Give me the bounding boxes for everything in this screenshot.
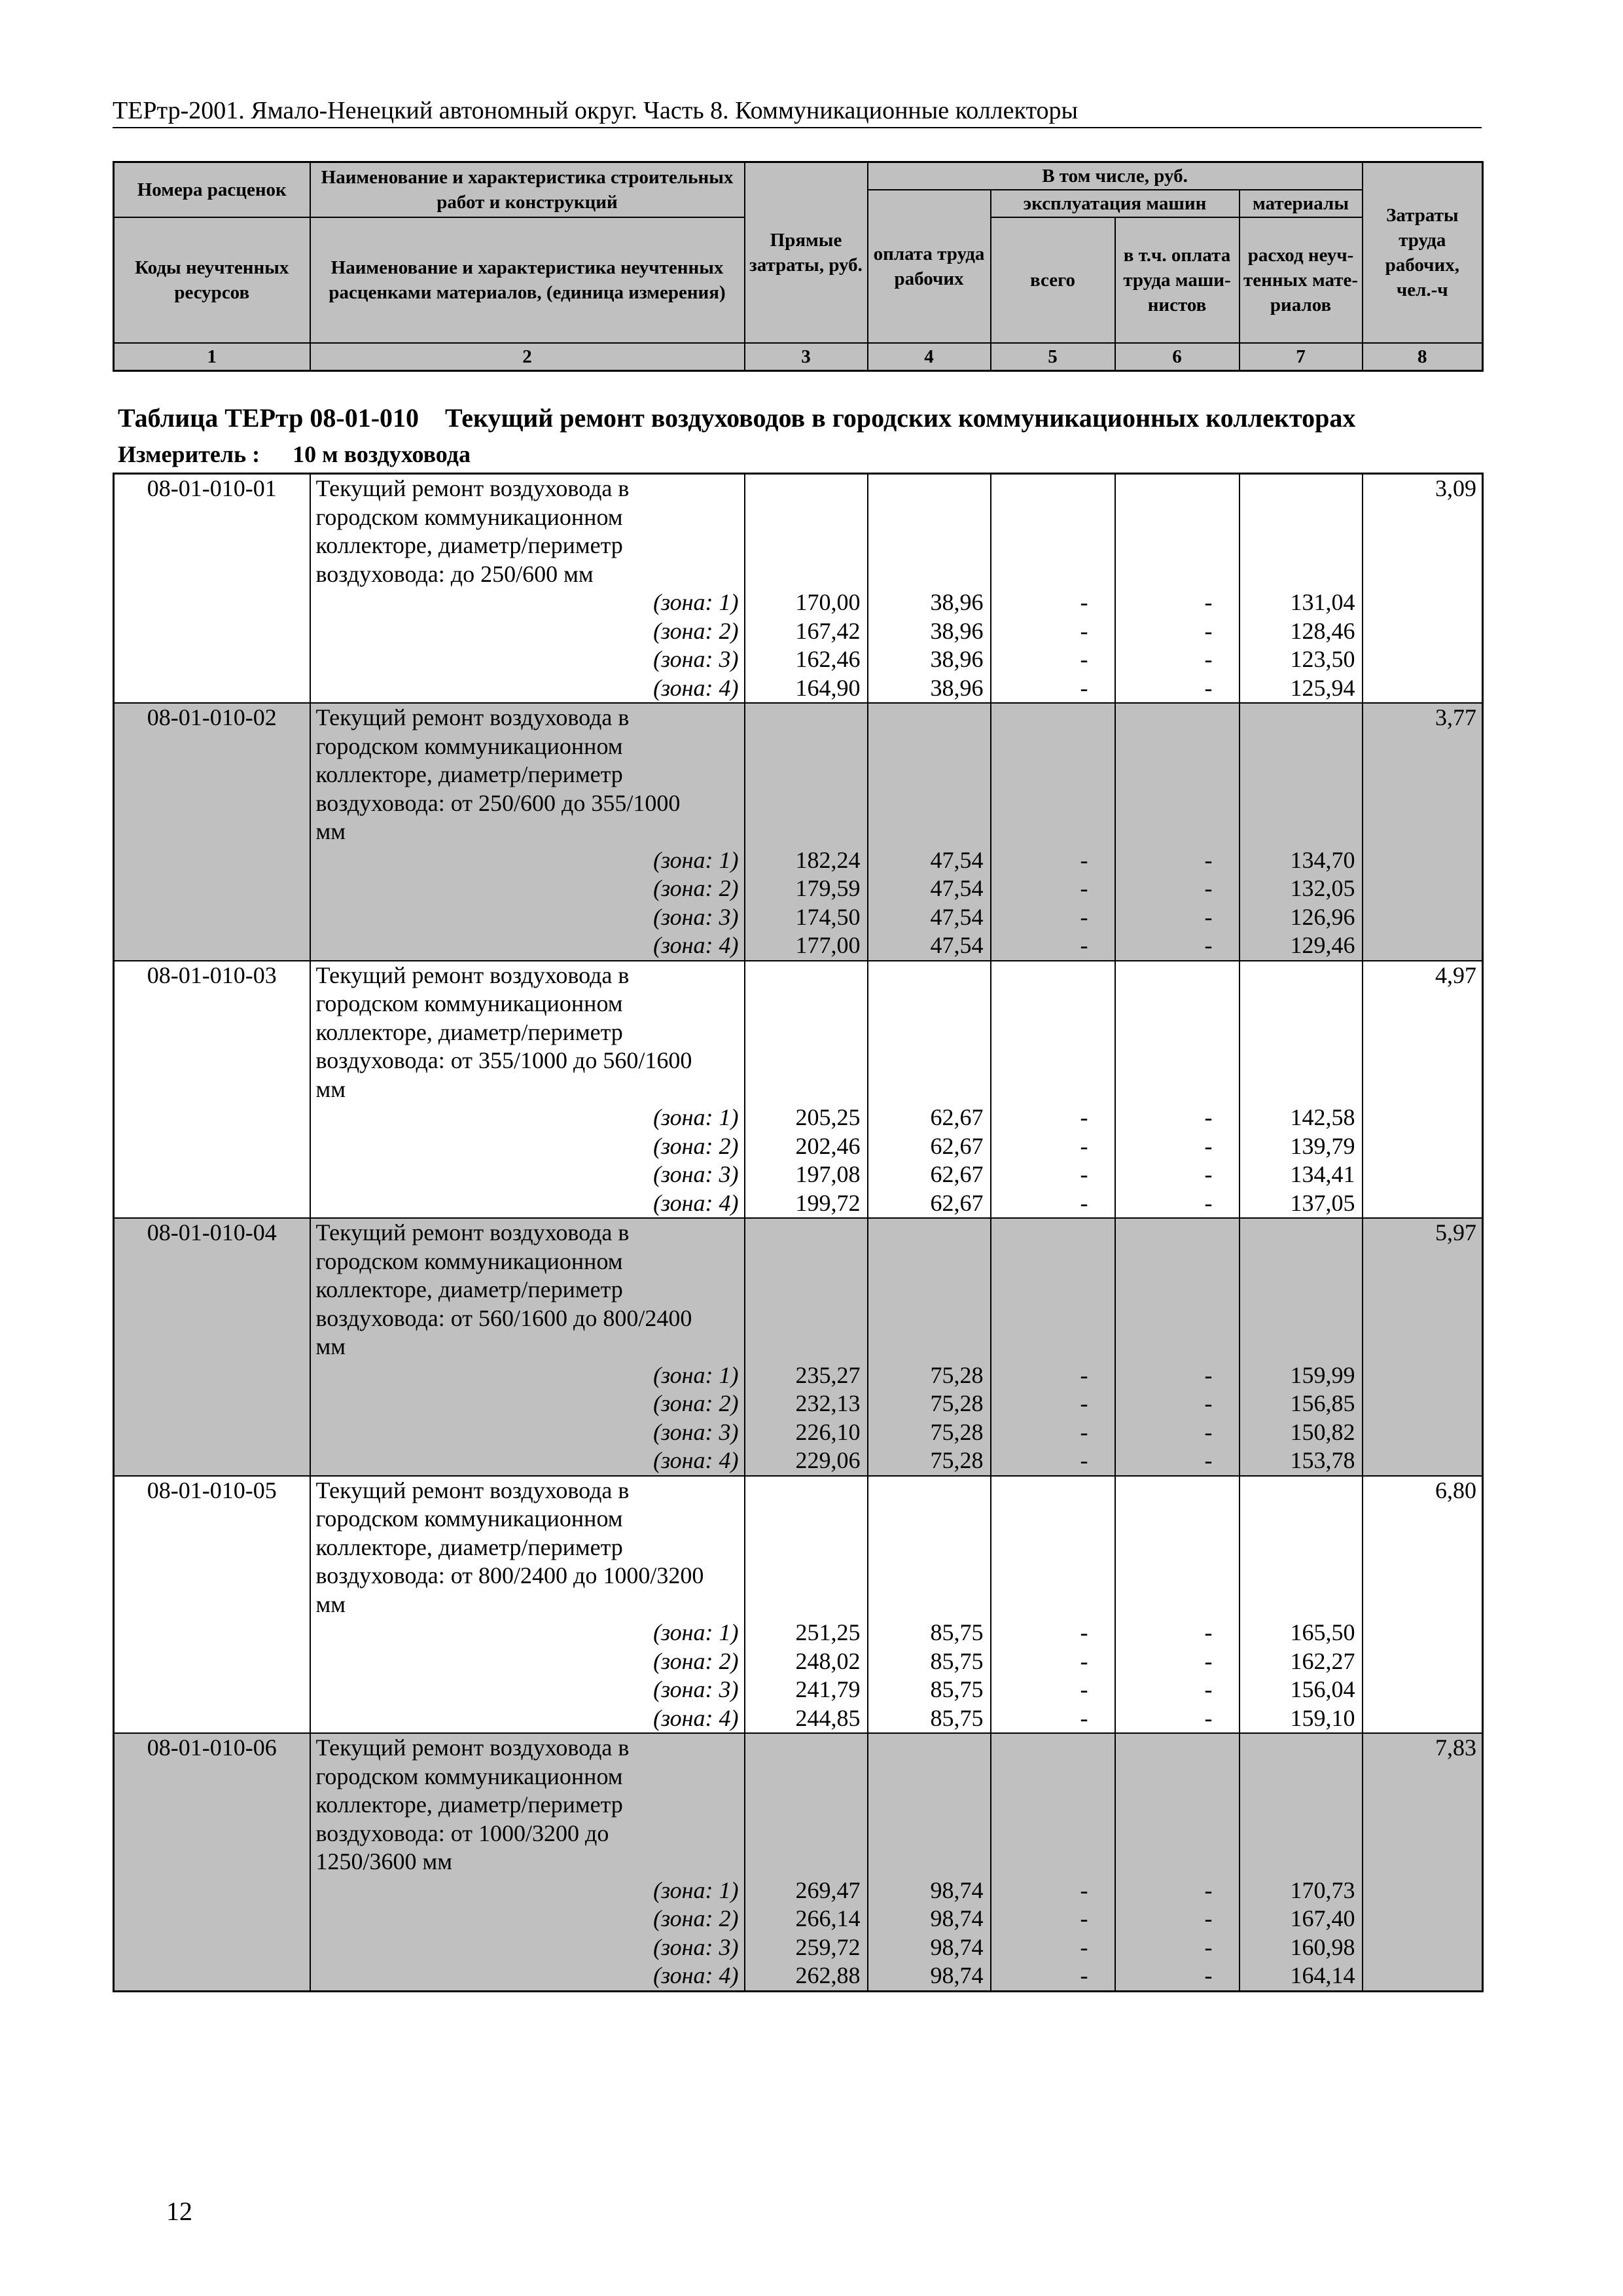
rate-code: 08-01-010-05: [114, 1476, 310, 1734]
worker-wages: 85,75: [868, 1676, 991, 1704]
materials-cost: 159,99: [1240, 1361, 1363, 1390]
zone-row: [114, 874, 1483, 903]
rate-description-line: Текущий ремонт воздуховода в: [315, 1219, 630, 1246]
zone-label: (зона: 4): [310, 1446, 745, 1476]
header-labor-costs: Затраты труда рабочих, чел.-ч: [1363, 162, 1483, 344]
rate-description-line: мм: [315, 1333, 346, 1359]
zone-row: [114, 846, 1483, 875]
empty-cell: [991, 961, 1115, 1104]
header-direct-costs: Прямые затраты, руб.: [745, 162, 868, 344]
machines-total: -: [991, 1647, 1115, 1676]
rate-description-line: коллекторе, диаметр/периметр: [315, 532, 623, 558]
rates-table: [113, 473, 1484, 1992]
direct-cost: 177,00: [745, 931, 868, 961]
rate-description-line: мм: [315, 1590, 346, 1617]
empty-cell: [868, 474, 991, 589]
direct-cost: 259,72: [745, 1933, 868, 1962]
rate-description-line: городском коммуникационном: [315, 1505, 623, 1532]
header-column-number: 4: [868, 343, 991, 371]
header-resource-codes: Коды неучтенных ресурсов: [114, 217, 310, 343]
machinist-wages: -: [1115, 846, 1240, 875]
direct-cost: 248,02: [745, 1647, 868, 1676]
machines-total: -: [991, 1390, 1115, 1418]
materials-cost: 128,46: [1240, 617, 1363, 646]
machinist-wages: -: [1115, 1189, 1240, 1219]
meter: [118, 440, 471, 469]
materials-cost: 139,79: [1240, 1132, 1363, 1161]
zone-row: [114, 1103, 1483, 1132]
materials-cost: 167,40: [1240, 1905, 1363, 1933]
materials-cost: 137,05: [1240, 1189, 1363, 1219]
machines-total: -: [991, 1933, 1115, 1962]
rate-description-line: воздуховода: до 250/600 мм: [315, 560, 594, 587]
rate-description-line: Текущий ремонт воздуховода в: [315, 961, 630, 988]
zone-label: (зона: 1): [310, 1361, 745, 1390]
rate-description-line: городском коммуникационном: [315, 1763, 623, 1789]
empty-cell: [1115, 1733, 1240, 1876]
machinist-wages: -: [1115, 903, 1240, 932]
direct-cost: 205,25: [745, 1103, 868, 1132]
zone-label: (зона: 1): [310, 1619, 745, 1647]
worker-wages: 47,54: [868, 846, 991, 875]
direct-cost: 229,06: [745, 1446, 868, 1476]
machinist-wages: -: [1115, 1676, 1240, 1704]
labor-cost: 4,97: [1363, 961, 1483, 1219]
rate-description: [310, 474, 745, 589]
machinist-wages: -: [1115, 674, 1240, 704]
zone-row: [114, 1160, 1483, 1189]
machines-total: -: [991, 931, 1115, 961]
zone-row: [114, 931, 1483, 961]
direct-cost: 262,88: [745, 1962, 868, 1991]
zone-label: (зона: 2): [310, 1647, 745, 1676]
materials-cost: 131,04: [1240, 588, 1363, 617]
rate-description-line: мм: [315, 818, 346, 844]
header-column-number: 1: [114, 343, 310, 371]
zone-label: (зона: 4): [310, 1962, 745, 1991]
zone-label: (зона: 2): [310, 1390, 745, 1418]
header-materials-usage: расход неуч-тенных мате-риалов: [1240, 217, 1363, 343]
labor-cost: 5,97: [1363, 1218, 1483, 1476]
materials-cost: 126,96: [1240, 903, 1363, 932]
header-machinist-wages: в т.ч. оплата труда маши-нистов: [1115, 217, 1240, 343]
rate-row: [114, 1733, 1483, 1876]
zone-label: (зона: 3): [310, 1676, 745, 1704]
worker-wages: 85,75: [868, 1647, 991, 1676]
rate-code: 08-01-010-03: [114, 961, 310, 1219]
machinist-wages: -: [1115, 1132, 1240, 1161]
meter-label: Измеритель :: [118, 441, 260, 467]
materials-cost: 134,70: [1240, 846, 1363, 875]
machines-total: -: [991, 1704, 1115, 1734]
zone-label: (зона: 3): [310, 1160, 745, 1189]
empty-cell: [1115, 1218, 1240, 1361]
materials-cost: 125,94: [1240, 674, 1363, 704]
materials-cost: 132,05: [1240, 874, 1363, 903]
zone-row: [114, 617, 1483, 646]
rate-description-line: мм: [315, 1075, 346, 1102]
materials-cost: 165,50: [1240, 1619, 1363, 1647]
worker-wages: 75,28: [868, 1361, 991, 1390]
zone-row: [114, 588, 1483, 617]
direct-cost: 251,25: [745, 1619, 868, 1647]
worker-wages: 85,75: [868, 1619, 991, 1647]
materials-cost: 134,41: [1240, 1160, 1363, 1189]
materials-cost: 129,46: [1240, 931, 1363, 961]
zone-label: (зона: 3): [310, 1418, 745, 1447]
zone-label: (зона: 4): [310, 674, 745, 704]
rate-description-line: воздуховода: от 560/1600 до 800/2400: [315, 1304, 692, 1331]
empty-cell: [991, 1218, 1115, 1361]
materials-cost: 156,04: [1240, 1676, 1363, 1704]
page-number: 12: [166, 2197, 192, 2226]
zone-row: [114, 1418, 1483, 1447]
header-column-number: 8: [1363, 343, 1483, 371]
worker-wages: 38,96: [868, 674, 991, 704]
header-including: В том числе, руб.: [868, 162, 1363, 190]
empty-cell: [745, 474, 868, 589]
rate-description-line: городском коммуникационном: [315, 990, 623, 1016]
zone-label: (зона: 3): [310, 903, 745, 932]
direct-cost: 170,00: [745, 588, 868, 617]
rate-description-line: коллекторе, диаметр/периметр: [315, 1791, 623, 1818]
empty-cell: [1240, 703, 1363, 846]
machines-total: -: [991, 674, 1115, 704]
worker-wages: 47,54: [868, 931, 991, 961]
machinist-wages: -: [1115, 874, 1240, 903]
worker-wages: 62,67: [868, 1132, 991, 1161]
empty-cell: [1240, 961, 1363, 1104]
empty-cell: [868, 1733, 991, 1876]
rate-description: [310, 1218, 745, 1361]
machinist-wages: -: [1115, 1876, 1240, 1905]
zone-row: [114, 1933, 1483, 1962]
zone-row: [114, 1619, 1483, 1647]
empty-cell: [868, 703, 991, 846]
header-column-number: 3: [745, 343, 868, 371]
machines-total: -: [991, 1962, 1115, 1991]
worker-wages: 75,28: [868, 1390, 991, 1418]
machinist-wages: -: [1115, 931, 1240, 961]
rate-description-line: городском коммуникационном: [315, 732, 623, 759]
worker-wages: 98,74: [868, 1876, 991, 1905]
rate-description: [310, 1476, 745, 1619]
labor-cost: 7,83: [1363, 1733, 1483, 1991]
zone-row: [114, 1647, 1483, 1676]
machinist-wages: -: [1115, 1905, 1240, 1933]
machines-total: -: [991, 846, 1115, 875]
machinist-wages: -: [1115, 1390, 1240, 1418]
machines-total: -: [991, 1418, 1115, 1447]
worker-wages: 75,28: [868, 1418, 991, 1447]
labor-cost: 3,09: [1363, 474, 1483, 704]
worker-wages: 98,74: [868, 1905, 991, 1933]
labor-cost: 6,80: [1363, 1476, 1483, 1734]
rate-description-line: воздуховода: от 800/2400 до 1000/3200: [315, 1562, 704, 1588]
empty-cell: [991, 1476, 1115, 1619]
meter-value: 10 м воздуховода: [293, 441, 471, 467]
direct-cost: 232,13: [745, 1390, 868, 1418]
direct-cost: 167,42: [745, 617, 868, 646]
materials-cost: 156,85: [1240, 1390, 1363, 1418]
zone-label: (зона: 1): [310, 588, 745, 617]
rate-description-line: коллекторе, диаметр/периметр: [315, 1534, 623, 1560]
empty-cell: [745, 1218, 868, 1361]
zone-label: (зона: 4): [310, 1189, 745, 1219]
zone-row: [114, 1676, 1483, 1704]
machinist-wages: -: [1115, 1704, 1240, 1734]
zone-label: (зона: 2): [310, 1905, 745, 1933]
machines-total: -: [991, 1619, 1115, 1647]
page-header: ТЕРтр-2001. Ямало-Ненецкий автономный округ. Часть 8. Коммуникационные коллекторы: [113, 96, 1482, 128]
worker-wages: 62,67: [868, 1160, 991, 1189]
empty-cell: [868, 961, 991, 1104]
direct-cost: 174,50: [745, 903, 868, 932]
zone-row: [114, 1189, 1483, 1219]
rate-code: 08-01-010-02: [114, 703, 310, 961]
rate-description: [310, 1733, 745, 1876]
zone-label: (зона: 1): [310, 846, 745, 875]
rate-code: 08-01-010-01: [114, 474, 310, 704]
zone-label: (зона: 1): [310, 1876, 745, 1905]
empty-cell: [1115, 703, 1240, 846]
header-column-number: 2: [310, 343, 745, 371]
empty-cell: [991, 1733, 1115, 1876]
direct-cost: 182,24: [745, 846, 868, 875]
materials-cost: 150,82: [1240, 1418, 1363, 1447]
materials-cost: 164,14: [1240, 1962, 1363, 1991]
rate-description-line: городском коммуникационном: [315, 1247, 623, 1274]
rate-description-line: Текущий ремонт воздуховода в: [315, 1477, 630, 1503]
empty-cell: [1115, 1476, 1240, 1619]
empty-cell: [868, 1218, 991, 1361]
machinist-wages: -: [1115, 1361, 1240, 1390]
machinist-wages: -: [1115, 1933, 1240, 1962]
machinist-wages: -: [1115, 1647, 1240, 1676]
empty-cell: [868, 1476, 991, 1619]
zone-row: [114, 1132, 1483, 1161]
machines-total: -: [991, 1876, 1115, 1905]
empty-cell: [1115, 961, 1240, 1104]
zone-row: [114, 1876, 1483, 1905]
machines-total: -: [991, 1160, 1115, 1189]
direct-cost: 235,27: [745, 1361, 868, 1390]
header-column-number: 7: [1240, 343, 1363, 371]
header-materials: материалы: [1240, 190, 1363, 217]
materials-cost: 153,78: [1240, 1446, 1363, 1476]
zone-row: [114, 1390, 1483, 1418]
machines-total: -: [991, 617, 1115, 646]
rate-code: 08-01-010-04: [114, 1218, 310, 1476]
worker-wages: 75,28: [868, 1446, 991, 1476]
empty-cell: [1115, 474, 1240, 589]
rate-description-line: воздуховода: от 1000/3200 до: [315, 1820, 609, 1846]
zone-label: (зона: 2): [310, 1132, 745, 1161]
zone-row: [114, 903, 1483, 932]
rate-description-line: коллекторе, диаметр/периметр: [315, 761, 623, 787]
worker-wages: 47,54: [868, 874, 991, 903]
zone-row: [114, 645, 1483, 674]
materials-cost: 170,73: [1240, 1876, 1363, 1905]
header-column-number: 5: [991, 343, 1115, 371]
zone-row: [114, 1962, 1483, 1991]
rate-description-line: Текущий ремонт воздуховода в: [315, 475, 630, 501]
empty-cell: [1240, 1218, 1363, 1361]
worker-wages: 62,67: [868, 1103, 991, 1132]
machinist-wages: -: [1115, 1619, 1240, 1647]
direct-cost: 202,46: [745, 1132, 868, 1161]
rate-description: [310, 961, 745, 1104]
rate-code: 08-01-010-06: [114, 1733, 310, 1991]
zone-row: [114, 1905, 1483, 1933]
worker-wages: 98,74: [868, 1962, 991, 1991]
machinist-wages: -: [1115, 645, 1240, 674]
worker-wages: 98,74: [868, 1933, 991, 1962]
labor-cost: 3,77: [1363, 703, 1483, 961]
direct-cost: 197,08: [745, 1160, 868, 1189]
header-machines-total: всего: [991, 217, 1115, 343]
direct-cost: 179,59: [745, 874, 868, 903]
direct-cost: 269,47: [745, 1876, 868, 1905]
rate-description-line: коллекторе, диаметр/периметр: [315, 1018, 623, 1045]
machines-total: -: [991, 1905, 1115, 1933]
zone-label: (зона: 3): [310, 1933, 745, 1962]
machinist-wages: -: [1115, 1160, 1240, 1189]
direct-cost: 162,46: [745, 645, 868, 674]
rate-row: [114, 703, 1483, 846]
rate-description: [310, 703, 745, 846]
table-title-code: Таблица ТЕРтр 08-01-010: [118, 403, 419, 433]
rate-description-line: Текущий ремонт воздуховода в: [315, 1734, 630, 1761]
direct-cost: 266,14: [745, 1905, 868, 1933]
worker-wages: 47,54: [868, 903, 991, 932]
machines-total: -: [991, 1361, 1115, 1390]
machines-total: -: [991, 645, 1115, 674]
rate-description-line: воздуховода: от 250/600 до 355/1000: [315, 789, 681, 816]
machinist-wages: -: [1115, 1418, 1240, 1447]
machinist-wages: -: [1115, 1446, 1240, 1476]
zone-row: [114, 1704, 1483, 1734]
direct-cost: 164,90: [745, 674, 868, 704]
machines-total: -: [991, 903, 1115, 932]
machinist-wages: -: [1115, 617, 1240, 646]
empty-cell: [745, 703, 868, 846]
rate-description-line: городском коммуникационном: [315, 503, 623, 530]
rate-description-line: воздуховода: от 355/1000 до 560/1600: [315, 1047, 692, 1073]
empty-cell: [745, 1476, 868, 1619]
empty-cell: [1240, 1476, 1363, 1619]
zone-row: [114, 1361, 1483, 1390]
machinist-wages: -: [1115, 1103, 1240, 1132]
zone-label: (зона: 4): [310, 931, 745, 961]
materials-cost: 142,58: [1240, 1103, 1363, 1132]
worker-wages: 85,75: [868, 1704, 991, 1734]
table-title-text: Текущий ремонт воздуховодов в городских коммуникационных коллекторах: [445, 403, 1356, 433]
machines-total: -: [991, 874, 1115, 903]
header-works-name: Наименование и характеристика строительных работ и конструкций: [310, 162, 745, 218]
rate-row: [114, 961, 1483, 1104]
rate-row: [114, 1218, 1483, 1361]
machines-total: -: [991, 1103, 1115, 1132]
direct-cost: 226,10: [745, 1418, 868, 1447]
empty-cell: [1240, 474, 1363, 589]
worker-wages: 38,96: [868, 645, 991, 674]
machinist-wages: -: [1115, 588, 1240, 617]
header-column-number: 6: [1115, 343, 1240, 371]
column-header-table: [113, 161, 1484, 372]
machines-total: -: [991, 1189, 1115, 1219]
machines-total: -: [991, 1446, 1115, 1476]
machines-total: -: [991, 1132, 1115, 1161]
worker-wages: 38,96: [868, 588, 991, 617]
header-materials-name: Наименование и характеристика неучтенных расценками материалов, (единица измерения): [310, 217, 745, 343]
materials-cost: 123,50: [1240, 645, 1363, 674]
zone-row: [114, 1446, 1483, 1476]
worker-wages: 38,96: [868, 617, 991, 646]
empty-cell: [991, 474, 1115, 589]
direct-cost: 244,85: [745, 1704, 868, 1734]
header-worker-wages: оплата труда рабочих: [868, 190, 991, 343]
zone-label: (зона: 2): [310, 617, 745, 646]
machines-total: -: [991, 588, 1115, 617]
zone-label: (зона: 2): [310, 874, 745, 903]
direct-cost: 199,72: [745, 1189, 868, 1219]
zone-label: (зона: 1): [310, 1103, 745, 1132]
table-title: [118, 402, 1355, 435]
empty-cell: [991, 703, 1115, 846]
rate-description-line: коллекторе, диаметр/периметр: [315, 1276, 623, 1302]
header-rate-numbers: Номера расценок: [114, 162, 310, 218]
empty-cell: [745, 1733, 868, 1876]
rate-row: [114, 474, 1483, 589]
direct-cost: 241,79: [745, 1676, 868, 1704]
worker-wages: 62,67: [868, 1189, 991, 1219]
empty-cell: [1240, 1733, 1363, 1876]
empty-cell: [745, 961, 868, 1104]
materials-cost: 162,27: [1240, 1647, 1363, 1676]
header-machine-operation: эксплуатация машин: [991, 190, 1240, 217]
rate-description-line: 1250/3600 мм: [315, 1848, 453, 1874]
zone-label: (зона: 3): [310, 645, 745, 674]
materials-cost: 160,98: [1240, 1933, 1363, 1962]
rate-description-line: Текущий ремонт воздуховода в: [315, 704, 630, 730]
machinist-wages: -: [1115, 1962, 1240, 1991]
machines-total: -: [991, 1676, 1115, 1704]
materials-cost: 159,10: [1240, 1704, 1363, 1734]
zone-row: [114, 674, 1483, 704]
zone-label: (зона: 4): [310, 1704, 745, 1734]
rate-row: [114, 1476, 1483, 1619]
